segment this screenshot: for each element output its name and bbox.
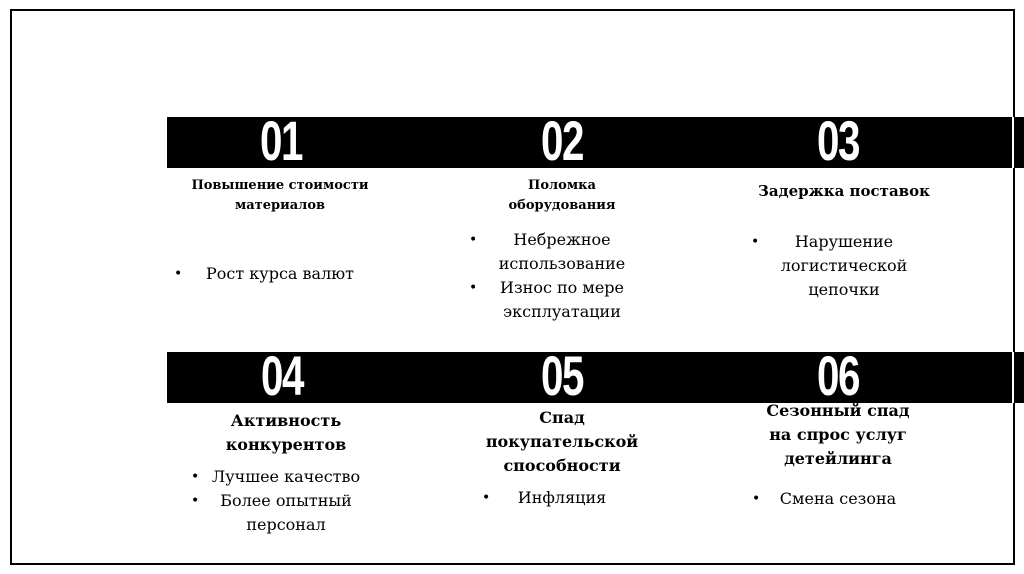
card-3 <box>724 180 964 302</box>
card-title: Активность конкурентов <box>225 411 347 454</box>
bullet-icon: • <box>469 280 478 296</box>
list-item: • Более опытный персонал <box>191 491 352 534</box>
bullet-icon: • <box>191 469 200 485</box>
card-title: Сезонный спад на спрос услуг детейлинга <box>766 401 910 468</box>
card-title: Спад покупательской способности <box>485 408 639 475</box>
card-title: Задержка поставок <box>758 182 930 200</box>
list-item: • Небрежное использование <box>469 230 626 273</box>
list-item: • Износ по мере эксплуатации <box>469 278 625 321</box>
card-2 <box>442 176 682 324</box>
card-title: Повышение стоимости материалов <box>191 178 369 213</box>
card-6 <box>718 399 958 511</box>
card-number: 01 <box>260 109 302 172</box>
card-5 <box>442 406 682 510</box>
bullet-icon: • <box>469 232 478 248</box>
card-4 <box>166 409 406 537</box>
card-number: 06 <box>817 344 859 407</box>
list-item: • Нарушение логистической цепочки <box>751 232 908 299</box>
bullet-icon: • <box>752 491 761 507</box>
card-number: 02 <box>541 109 583 172</box>
list-item: • Лучшее качество <box>201 465 371 489</box>
bullet-icon: • <box>191 493 200 509</box>
card-number: 04 <box>261 344 303 407</box>
card-title: Поломка оборудования <box>508 178 616 213</box>
card-1 <box>160 176 400 286</box>
bullet-icon: • <box>174 266 183 282</box>
list-item: • Смена сезона <box>718 487 958 511</box>
list-item: • Рост курса валют <box>160 262 400 286</box>
bullet-icon: • <box>482 490 491 506</box>
card-number: 05 <box>541 344 583 407</box>
card-number: 03 <box>817 109 859 172</box>
list-item: • Инфляция <box>442 486 682 510</box>
bullet-icon: • <box>751 234 760 250</box>
